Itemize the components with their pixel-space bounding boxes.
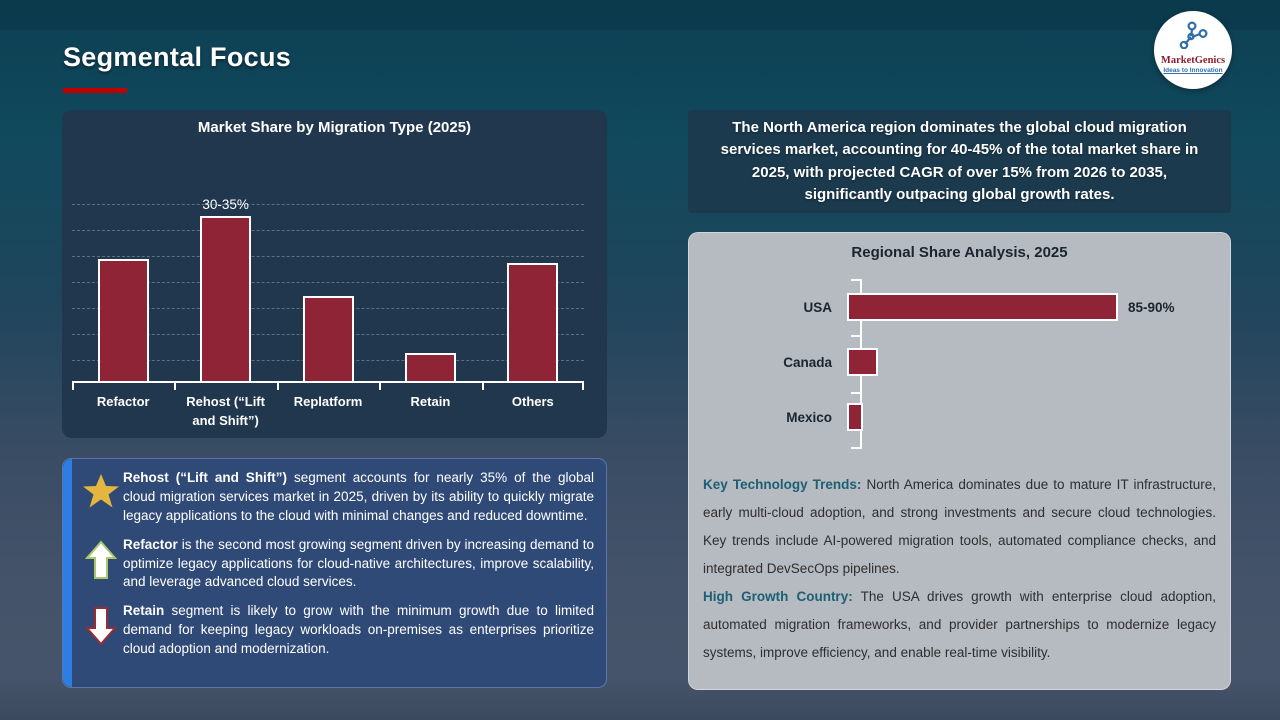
callout-accent-bar <box>63 459 72 687</box>
callout-body: is the second most growing segment driven by increasing demand to optimize legacy applications for cloud-native architectures, improve scalability, and leverage advanced cloud services. <box>123 536 594 590</box>
migration-chart-panel <box>62 110 607 438</box>
growth-body: The USA drives growth with enterprise cloud adoption, automated migration frameworks, and provider partnerships to modernize legacy systems, improve efficiency, and enable real-time visibility. <box>703 589 1216 661</box>
star-icon <box>79 469 123 509</box>
bar-data-label: 30-35% <box>202 197 249 212</box>
migration-plot-area <box>72 196 584 383</box>
callout-lead: Rehost (“Lift and Shift”) <box>123 470 288 485</box>
callout-retain <box>79 602 594 659</box>
migration-x-labels <box>72 393 584 431</box>
callout-text <box>123 536 594 593</box>
bar-retain <box>405 353 456 381</box>
x-label-rehost: Rehost (“Lift and Shift”) <box>186 394 265 428</box>
regional-chart-title: Regional Share Analysis, 2025 <box>851 244 1068 261</box>
callout-body: segment is likely to grow with the minimum growth due to limited demand for keeping legacy workloads on-premises as enterprises prioritize cloud adoption and modernization. <box>123 603 594 657</box>
bar-refactor <box>98 259 149 381</box>
x-label-retain: Retain <box>410 394 451 409</box>
growth-heading: High Growth Country: <box>703 589 853 605</box>
x-label-others: Others <box>511 394 554 409</box>
migration-chart-title: Market Share by Migration Type (2025) <box>197 119 472 136</box>
bar-rehost <box>200 216 251 381</box>
hbar-row-canada <box>689 348 1230 376</box>
logo-brand: MarketGenics <box>1160 55 1226 66</box>
headline-text: The North America region dominates the global cloud migration services market, accounting for 40-45% of the total market share in 2025, with projected CAGR of over 15% from 2026 to 2035, significantly outpacing global growth rates. <box>720 118 1199 203</box>
headline-box <box>688 110 1231 213</box>
bar-slot-retain <box>379 196 481 381</box>
arrow-down-icon <box>79 602 123 646</box>
hbar-usa <box>847 293 1118 321</box>
callout-lead: Refactor <box>123 536 178 552</box>
callout-body: segment accounts for nearly 35% of the global cloud migration services market in 2025, driven by its ability to quickly migrate legacy applications to the cloud with minimal changes and reduced downtime. <box>123 470 595 523</box>
x-label-refactor: Refactor <box>96 394 150 409</box>
top-bar <box>0 0 1280 30</box>
regional-paragraphs <box>689 465 1230 668</box>
regional-panel <box>688 232 1231 690</box>
logo <box>1154 11 1232 89</box>
molecule-icon <box>1178 21 1208 54</box>
hbar-label-mexico: Mexico <box>786 409 832 425</box>
logo-tagline: Ideas to Innovation <box>1163 67 1223 74</box>
hbar-mexico <box>847 403 863 431</box>
hbar-row-usa <box>689 293 1230 321</box>
bar-slot-replatform <box>277 196 379 381</box>
trends-paragraph <box>703 471 1216 583</box>
trends-heading: Key Technology Trends: <box>703 477 862 492</box>
callout-text <box>123 602 594 659</box>
growth-paragraph <box>703 583 1216 667</box>
callout-refactor <box>79 536 594 593</box>
title-underline <box>63 88 127 93</box>
migration-bars <box>72 196 584 381</box>
axis-tick <box>851 335 860 337</box>
axis-tick <box>851 447 860 449</box>
x-label-replatform: Replatform <box>293 394 363 409</box>
trends-body: North America dominates due to mature IT infrastructure, early multi-cloud adoption, and strong investments and secure cloud technologies. Key trends include AI-powered migration tools, automated compliance checks, and integrated DevSecOps pipelines. <box>703 477 1216 577</box>
segment-callout-box <box>62 458 607 688</box>
callout-rehost <box>79 469 594 526</box>
axis-tick <box>851 279 860 281</box>
hbar-value-usa: 85-90% <box>1128 299 1175 315</box>
bar-slot-others <box>482 196 584 381</box>
arrow-up-icon <box>79 536 123 580</box>
callout-lead: Retain <box>123 603 165 619</box>
regional-chart <box>689 263 1230 465</box>
callout-text <box>123 469 594 526</box>
callout-items <box>79 469 594 659</box>
hbar-label-usa: USA <box>803 299 832 315</box>
hbar-canada <box>847 348 878 376</box>
hbar-row-mexico <box>689 403 1230 431</box>
axis-tick <box>851 392 860 394</box>
bar-slot-rehost <box>174 196 276 381</box>
bar-slot-refactor <box>72 196 174 381</box>
hbar-label-canada: Canada <box>783 354 832 370</box>
bar-replatform <box>303 296 354 381</box>
page-title: Segmental Focus <box>63 42 292 72</box>
bar-others <box>507 263 558 381</box>
